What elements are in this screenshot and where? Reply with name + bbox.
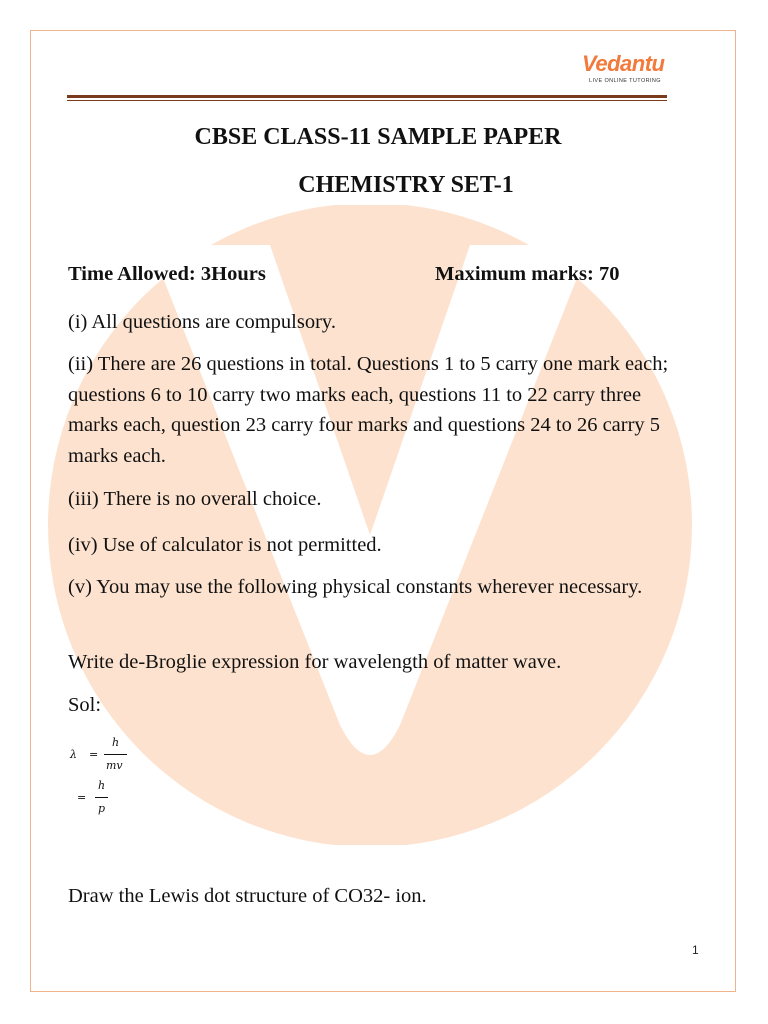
- time-allowed: Time Allowed: 3Hours: [68, 263, 266, 285]
- page-number: 1: [692, 943, 699, 957]
- solution-label: Sol:: [68, 694, 102, 716]
- fraction-bar: [104, 754, 127, 755]
- question-text: Write de-Broglie expression for wavelength of matter wave.: [68, 651, 562, 673]
- logo-tagline: LIVE ONLINE TUTORING: [589, 78, 661, 84]
- vedantu-watermark-logo: [40, 205, 700, 845]
- logo-wordmark: Vedantu: [582, 51, 665, 76]
- instruction-1: (i) All questions are compulsory.: [68, 311, 336, 333]
- header-rule-thin: [67, 100, 667, 101]
- formula-lambda: λ: [70, 748, 77, 761]
- formula-numerator: h: [112, 736, 120, 749]
- formula-equals: =: [89, 748, 99, 761]
- vedantu-logo: [582, 50, 672, 86]
- formula-equals: =: [77, 791, 87, 804]
- formula-numerator: h: [98, 779, 106, 792]
- header-rule-thick: [67, 95, 667, 98]
- formula-denominator: mv: [106, 759, 123, 772]
- instruction-5: (v) You may use the following physical constants wherever necessary.: [68, 576, 643, 598]
- paper-subtitle: CHEMISTRY SET-1: [298, 172, 514, 198]
- instruction-2: (ii) There are 26 questions in total. Questions 1 to 5 carry one mark each; questions 6 to 10 carry two marks each, questions 11 to 22 carry three marks each, question 23 carry four marks and questions 24 to 26 carry 5 marks each.: [68, 353, 669, 467]
- question-text: Draw the Lewis dot structure of CO32- ion.: [68, 885, 427, 907]
- fraction-bar: [95, 797, 108, 798]
- paper-title: CBSE CLASS-11 SAMPLE PAPER: [194, 124, 562, 150]
- instruction-3: (iii) There is no overall choice.: [68, 488, 322, 510]
- formula-denominator: p: [98, 802, 106, 815]
- maximum-marks: Maximum marks: 70: [435, 263, 620, 285]
- instruction-4: (iv) Use of calculator is not permitted.: [68, 534, 382, 556]
